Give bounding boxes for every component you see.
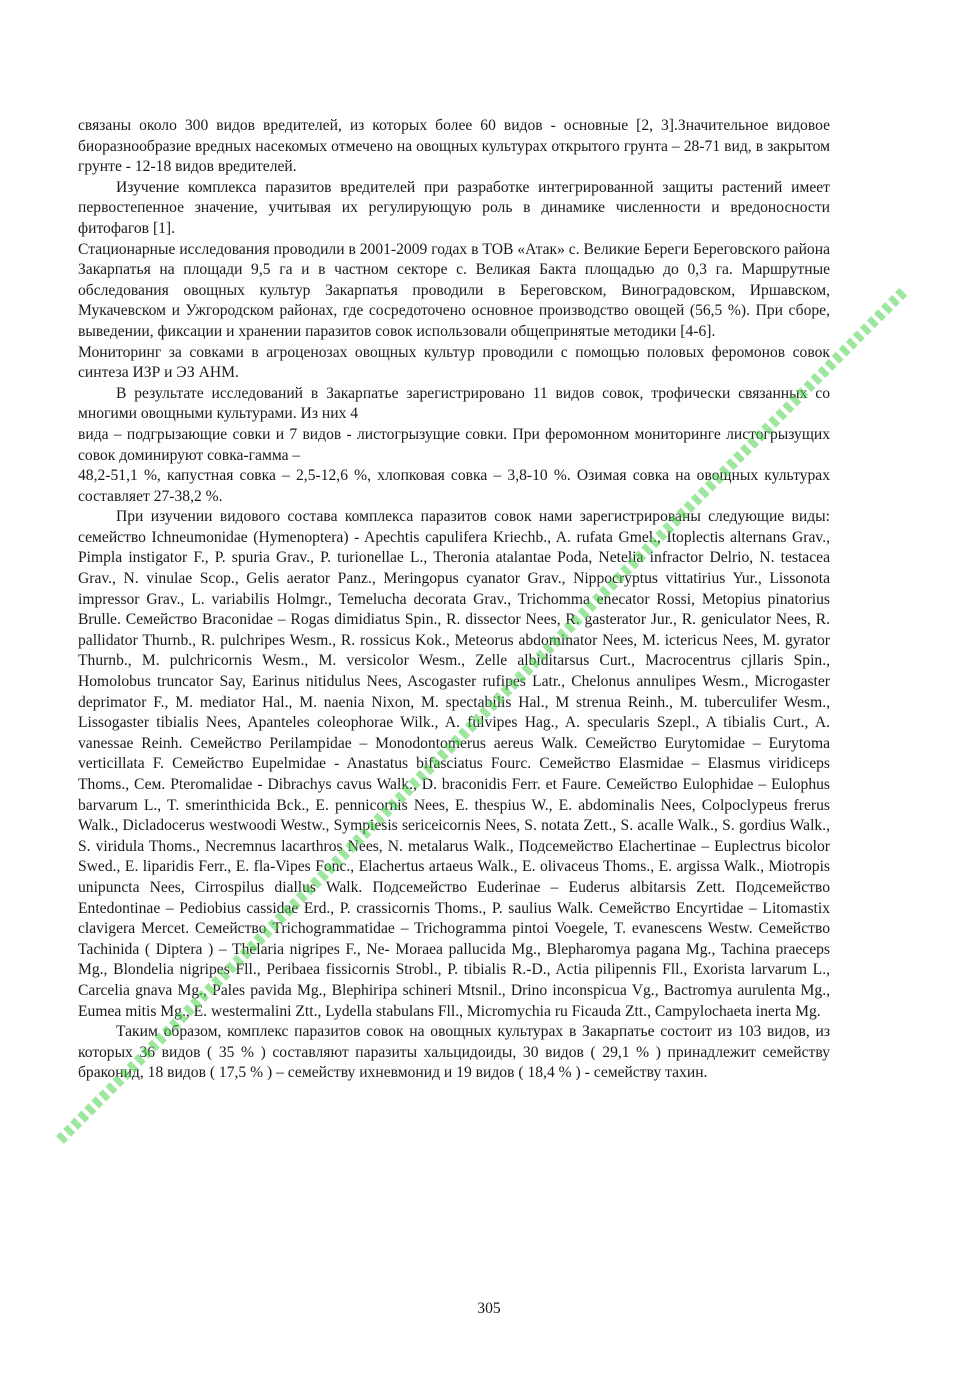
paragraph-results-percent: 48,2-51,1 %, капустная совка – 2,5-12,6 %, хлопковая совка – 3,8-10 %. Озимая совка на овощных культурах составляет 27-38,2 %. <box>78 467 830 505</box>
paragraph-methods: Стационарные исследования проводили в 2001-2009 годах в ТОВ «Атак» с. Великие Береги Береговского района Закарпатья на площади 9,5 га и в частном секторе с. Великая Бакта площадью до 0,3 га. Маршрутные обследования овощных культур Закарпатья проводили в Береговском, Виноградовском, Иршавском, Мукачевском и Ужгородском районах, где сосредоточено основное производство овощей (56,5 %). При сборе, выведении, фиксации и хранении паразитов совок использовали общепринятые методики [4-6]. <box>78 240 830 340</box>
paragraph-intro: связаны около 300 видов вредителей, из которых более 60 видов - основные [2, 3].Значительное видовое биоразнообразие вредных насекомых отмечено на овощных культурах открытого грунта – 28-71 вид, в закрытом грунте - 12-18 видов вредителей. <box>78 117 830 176</box>
body-text <box>78 116 830 1084</box>
paragraph-monitoring: Мониторинг за совками в агроценозах овощных культур проводили с помощью половых феромонов совок синтеза ИЗР и ЭЗ АНМ. <box>78 343 830 382</box>
paragraph-parasites-importance: Изучение комплекса паразитов вредителей при разработке интегрированной защиты растений имеет первостепенное значение, учитывая их регулирующую роль в динамике численности и вредоносности фитофагов [1]. <box>78 178 830 237</box>
paragraph-results-species: вида – подгрызающие совки и 7 видов - листогрызущие совки. При феромонном мониторинге листогрызущих совок доминируют совка-гамма – <box>78 425 830 464</box>
paragraph-results-intro: В результате исследований в Закарпатье зарегистрировано 11 видов совок, трофически связанных со многими овощными культурами. Из них 4 <box>78 384 830 423</box>
page-number: 305 <box>477 1300 501 1317</box>
paragraph-species-list: При изучении видового состава комплекса паразитов совок нами зарегистрированы следующие виды: семейство Ichneumonidae (Hymenoptera) - Apechtis capulifera Kriechb., A. rufata Gmel., Itoplectis alternans Grav., Pimpla instigator F., P. spuria Grav., P. turionellae L., Theronia atalantae Poda, Netelia infractor Delrio, N. testacea Grav., N. vinulae Scop., Gelis aerator Panz., Meringopus cyanator Grav., Nippocryptus vittatirius Yur., Lissonota impressor Grav., L. variabilis Holmgr., Temelucha decorata Grav., Trichomma enecator Rossi, Metopius pinatorius Brulle. Семейство Braconidae – Rogas dimidiatus Spin., R. dissector Nees, R. gasterator Jur., R. geniculator Nees, R. pallidator Thurnb., R. pulchripes Wesm., R. rossicus Kok., Meteorus abdominator Nees, M. ictericus Nees, M. gyrator Thurnb., M. pulchricornis Wesm., M. versicolor Wesm., Zelle albiditarsus Curt., Macrocentrus cjllaris Spin., Homolobus truncator Say, Earinus nitidulus Nees, Ascogaster rufipes Latr., Chelonus annulipes Wesm., Microgaster deprimator F., M. mediator Hal., M. naenia Nixon, M. spectabilis Hal., M strenua Reinh., M. tuberculifer Wesm., Lissogaster tibialis Nees, Apanteles coleophorae Wilk., A. fulvipes Hag., A. specularis Szepl., A tibialis Curt., A. vanessae Reinh. Семейство Perilampidae – Monodontomerus aereus Walk. Семейство Eurytomidae – Eurytoma verticillata F. Семейство Eupelmidae - Anastatus bifasciatus Fourc. Семейство Elasmidae – Elasmus viridiceps Thoms., Сем. Pteromalidae - Dibrachys cavus Walk., D. braconidis Ferr. et Faure. Семейство Eulophidae – Eulophus barvarum L., T. smerinthicida Bck., E. pennicornis Nees, E. thespius W., E. abdominalis Nees, Colpoclypeus frerus Walk., Dicladocerus westwoodi Westw., Sympiesis sericeicornis Nees, S. notata Zett., S. acalle Walk., S. gordius Walk., S. viridula Thoms., Necremnus lacarthros Nees, N. metalarus Walk., Подсемейство Elachertinae – Euplectrus bicolor Swed., E. liparidis Ferr., E. fla-Vipes Fonc., Elachertus artaeus Walk., E. olivaceus Thoms., E. argissa Walk., Miotropis unipuncta Nees, Cirrospilus diallus Walk. Подсемейство Euderinae – Euderus albitarsis Zett. Подсемейство Entedontinae – Pediobius cassidae Erd., P. crassicornis Thoms., P. saulius Walk. Семейство Encyrtidae – Litomastix clavigera Mercet. Семейство Trichogrammatidae – Trichogramma pintoi Voegele, T. evanescens Westw. Семейство Tachinida ( Diptera ) – Thelaria nigripes F., Ne- Moraea pallucida Mg., Blepharomya pagana Mg., Tachina praeceps Mg., Blondelia nigripes Fll., Peribaea fissicornis Strobl., P. tibialis R.-D., Actia pilipennis Fll., Exorista larvarum L., Carcelia gnava Mg., Pales pavida Mg., Blephiripa schineri Mtsnil., Drino inconspicua Vg., Bactromya aurulenta Mg., Eumea mitis Mg., E. westermalini Ztt., Lydella stabulans Fll., Micromychia ru Ficauda Ztt., Campylochaeta inerta Mg. <box>78 508 830 1020</box>
paragraph-conclusion: Таким образом, комплекс паразитов совок на овощных культурах в Закарпатье состоит из 103 видов, из которых 36 видов ( 35 % ) составляют паразиты хальцидоиды, 30 видов ( 29,1 % ) принадлежит семейству браконид, 18 видов ( 17,5 % ) – семейству ихневмонид и 19 видов ( 18,4 % ) - семейству тахин. <box>78 1023 830 1082</box>
